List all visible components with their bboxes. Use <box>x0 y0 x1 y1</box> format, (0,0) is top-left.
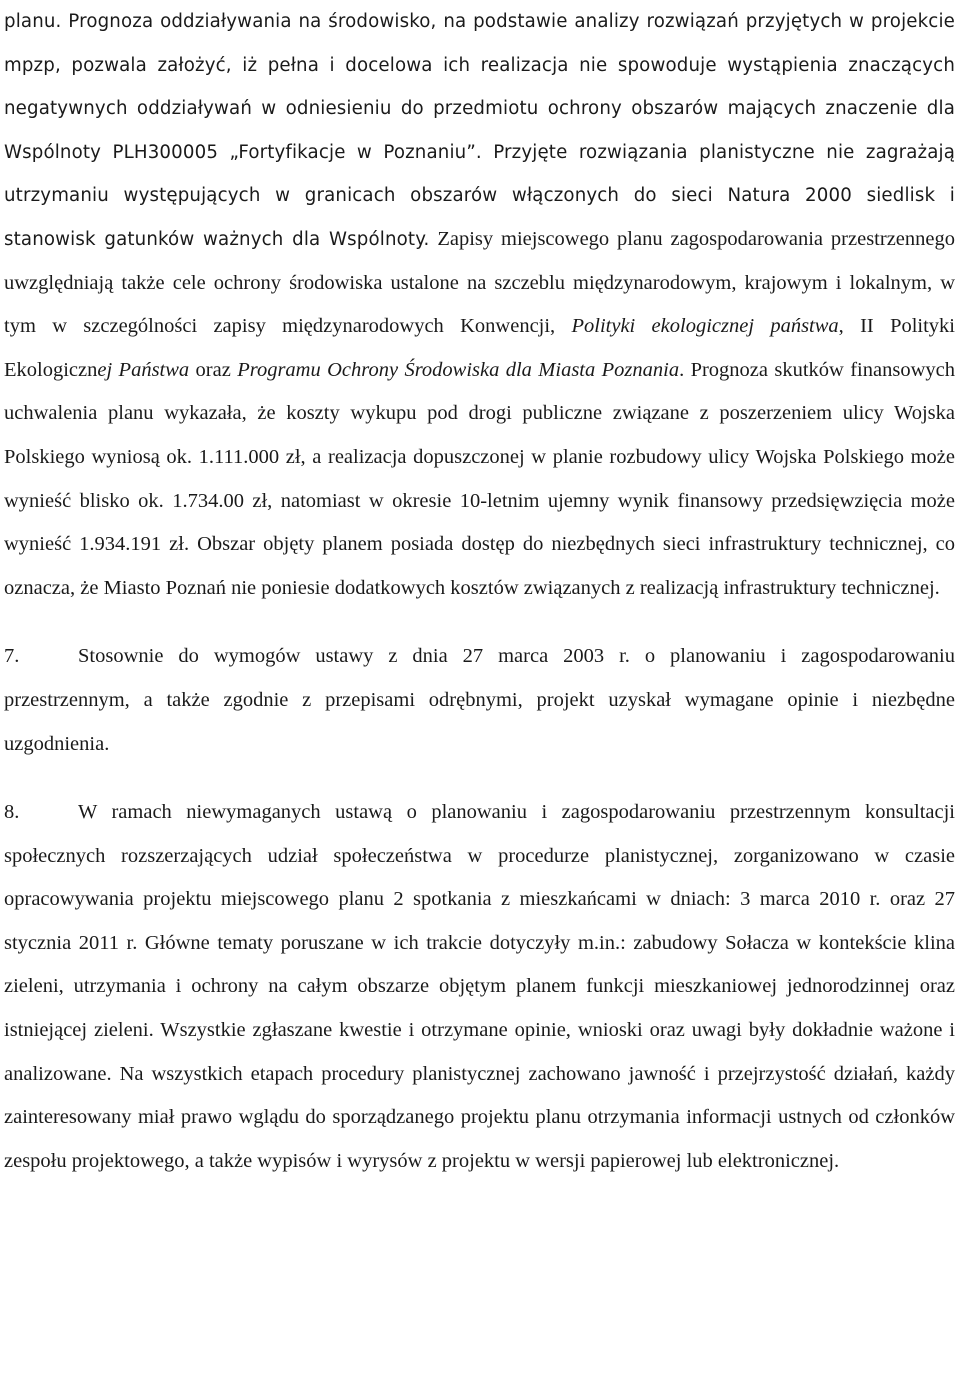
forecast-text-d: oraz <box>189 358 238 381</box>
policy-title-1: Polityki ekologicznej państwa <box>571 315 839 338</box>
policy-title-2: ej Państwa <box>97 358 190 381</box>
paragraph-8 <box>4 791 955 1183</box>
forecast-text-e: . Prognoza skutków finansowych uchwalenia planu wykazała, że koszty wykupu pod drogi publiczne związane z poszerzeniem ulicy Wojska Polskiego wyniosą ok. 1.111.000 zł, a realizacja dopuszczonej w planie rozbudowy ulicy Wojska Polskiego może wynieść blisko ok. 1.734.00 zł, natomiast w okresie 10-letnim ujemny wynik finansowy przedsięwzięcia może wynieść 1.934.191 zł. Obszar objęty planem posiada dostęp do niezbędnych sieci infrastruktury technicznej, co oznacza, że Miasto Poznań nie poniesie dodatkowych kosztów związanych z realizacją infrastruktury technicznej. <box>4 358 955 599</box>
paragraph-number-7: 7. <box>4 645 20 668</box>
forecast-text-a: planu. Prognoza oddziaływania na środowisko, na podstawie analizy rozwiązań przyjętych w projekcie mpzp, pozwala założyć, iż pełna i docelowa ich realizacja nie spowoduje wystąpienia znaczących negatywnych oddziaływań w odniesieniu do przedmiotu ochrony obszarów mających znaczenie dla Wspólnoty PLH300005 „Fortyfikacje w Poznaniu”. Przyjęte rozwiązania planistyczne nie zagrażają utrzymaniu występujących w granicach obszarów włączonych do sieci Natura 2000 siedlisk i stanowisk gatunków ważnych dla Wspólnoty. <box>4 11 955 250</box>
paragraph-forecast <box>4 0 955 610</box>
paragraph-gap <box>4 610 955 635</box>
paragraph-7 <box>4 635 955 766</box>
paragraph-gap <box>4 766 955 791</box>
paragraph-8-text: W ramach niewymaganych ustawą o planowaniu i zagospodarowaniu przestrzennym konsultacji społecznych rozszerzających udział społeczeństwa w procedurze planistycznej, zorganizowano w czasie opracowywania projektu miejscowego planu 2 spotkania z mieszkańcami w dniach: 3 marca 2010 r. oraz 27 stycznia 2011 r. Główne tematy poruszane w ich trakcie dotyczyły m.in.: zabudowy Sołacza w kontekście klina zieleni, utrzymania i ochrony na całym obszarze objętym planem funkcji mieszkaniowej jednorodzinnej oraz istniejącej zieleni. Wszystkie zgłaszane kwestie i otrzymane opinie, wnioski oraz uwagi były dokładnie ważone i analizowane. Na wszystkich etapach procedury planistycznej zachowano jawność i przejrzystość działań, każdy zainteresowany miał prawo wglądu do sporządzanego projektu planu otrzymania informacji ustnych od członków zespołu projektowego, a także wypisów i wyrysów z projektu w wersji papierowej lub elektronicznej. <box>4 801 955 1172</box>
document-page <box>4 0 955 1183</box>
forecast-text-b: Zapisy miejscowego planu zagospodarowania przestrzennego uwzględniają także cele ochrony środowiska ustalone na szczeblu międzynarodowym, krajowym i lokalnym, w tym w szczególności zapisy międzynarodowych Konwencji, <box>4 227 955 338</box>
program-title: Programu Ochrony Środowiska dla Miasta Poznania <box>237 358 680 381</box>
paragraph-7-text: Stosownie do wymogów ustawy z dnia 27 marca 2003 r. o planowaniu i zagospodarowaniu przestrzennym, a także zgodnie z przepisami odrębnymi, projekt uzyskał wymagane opinie i niezbędne uzgodnienia. <box>4 645 955 755</box>
paragraph-number-8: 8. <box>4 801 20 824</box>
forecast-text-c: , II Polityki Ekologiczn <box>4 315 955 381</box>
